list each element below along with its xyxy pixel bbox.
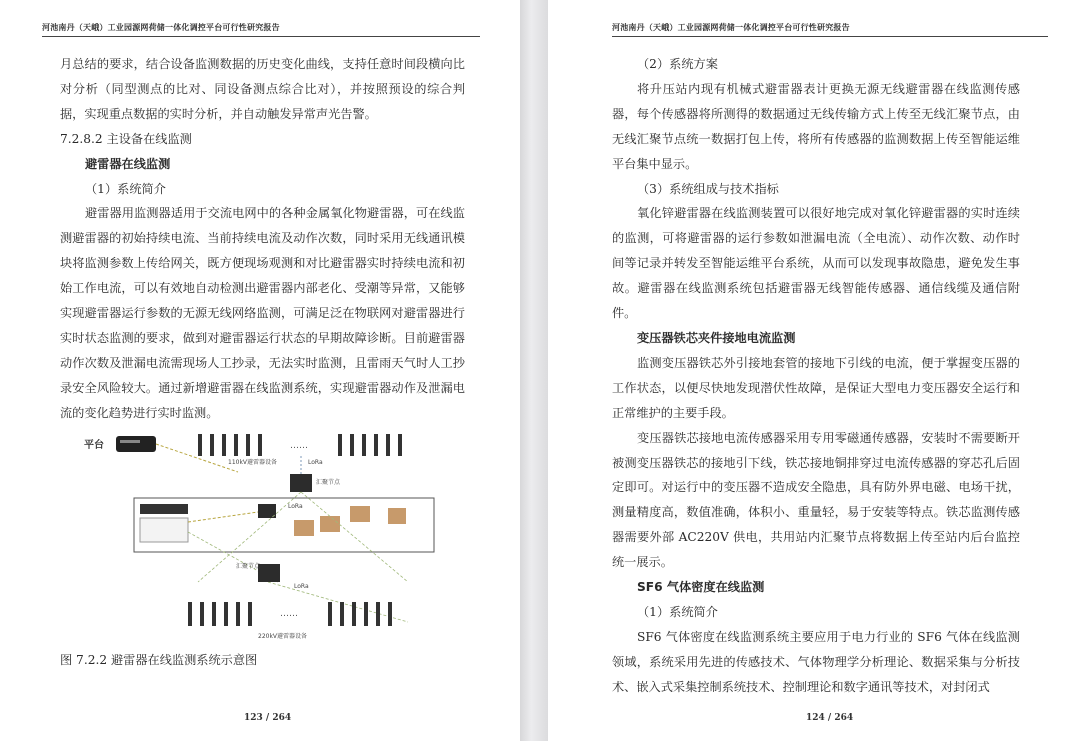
- station-control-box: [134, 498, 434, 552]
- figure-caption: 图 7.2.2 避雷器在线监测系统示意图: [60, 652, 258, 667]
- lora-label-mid: LoRa: [288, 502, 303, 510]
- header-rule: [612, 36, 1048, 37]
- lora-label-bottom: LoRa: [294, 582, 309, 590]
- paragraph-body: 避雷器用监测器适用于交流电网中的各种金属氧化物避雷器，可在线监测避雷器的初始持续电流、当前持续电流及动作次数，同时采用无线通讯模块将监测参数上传给网关，既方便现场观测和对比避雷器实时持续电流和初始工作电流，可以有效地自动检测出避雷器内部老化、受潮等异常，又能够实现避雷器运行参数的无源无线网络监测，可满足泛在物联网对避雷器进行实时状态监测的要求，做到对避雷器运行状态的早期故障诊断。目前避雷器动作次数及泄漏电流需现场人工抄录，无法实时监测，且雷雨天气时人工抄录安全风险较大。通过新增避雷器在线监测系统，实现避雷器动作及泄漏电流的变化趋势进行实时监测。: [60, 206, 465, 420]
- item-system-composition: （3）系统组成与技术指标: [637, 181, 779, 196]
- paragraph-composition: 氧化锌避雷器在线监测装置可以很好地完成对氧化锌避雷器的实时连续的监测，可将避雷器的运行参数如泄漏电流（全电流）、动作次数、动作时间等记录并转发至智能运维平台系统，从而可以发现事故隐患，避免发生事故。避雷器在线监测系统包括避雷器无线智能传感器、通信线缆及通信附件。: [612, 206, 1020, 321]
- page-gutter: [520, 0, 548, 741]
- subsection-title: 避雷器在线监测: [85, 156, 171, 171]
- heading-transformer-core-current: 变压器铁芯夹件接地电流监测: [637, 330, 796, 345]
- section-title: 7.2.8.2 主设备在线监测: [60, 131, 192, 146]
- document-page-left: [0, 0, 520, 741]
- item-sf6-intro: （1）系统简介: [637, 604, 718, 619]
- top-arrester-row: [198, 434, 402, 466]
- page-header: 河池南丹（天峨）工业园源网荷储一体化调控平台可行性研究报告: [42, 23, 280, 32]
- paragraph-transformer-1: 监测变压器铁芯外引接地套管的接地下引线的电流，便于掌握变压器的工作状态，以便尽快地发现潜伏性故障，是保证大型电力变压器安全运行和正常维护的主要手段。: [612, 355, 1020, 420]
- document-page-right: [548, 0, 1080, 741]
- paragraph-scheme: 将升压站内现有机械式避雷器表计更换无源无线避雷器在线监测传感器，每个传感器将所测得的数据通过无线传输方式上传至无线汇聚节点，由无线汇聚节点统一数据打包上传，将所有传感器的监测数据上传至智能运维平台集中显示。: [612, 81, 1020, 171]
- lora-label-top: LoRa: [308, 458, 323, 466]
- page-body: [60, 52, 465, 673]
- figure-arrester-monitoring-diagram: [78, 432, 498, 644]
- paragraph-intro: 月总结的要求，结合设备监测数据的历史变化曲线，支持任意时间段横向比对分析（同型测点的比对、同设备测点综合比对），并按照预设的综合判据，实现重点数据的实时分析，并自动触发异常声光告警。: [60, 57, 465, 121]
- item-system-intro: （1）系统简介: [85, 181, 166, 196]
- bottom-node-label: 汇聚节点: [236, 562, 261, 570]
- paragraph-transformer-2: 变压器铁芯接地电流传感器采用专用零磁通传感器，安装时不需要断开被测变压器铁芯的接地引下线，铁芯接地铜排穿过电流传感器的穿芯孔后固定即可。对运行中的变压器不造成安全隐患，具有防外界电磁、电场干扰，测量精度高，数值准确，体积小、重量轻，易于安装等特点。铁芯监测传感器需要外部 AC220V 供电，共用站内汇聚节点将数据上传至站内后台监控统一展示。: [612, 430, 1020, 570]
- ellipsis-bottom: ……: [280, 608, 298, 619]
- bottom-aggregation-node: [236, 562, 309, 590]
- paragraph-sf6: SF6 气体密度在线监测系统主要应用于电力行业的 SF6 气体在线监测领域，系统采用先进的传感技术、气体物理学分析理论、数据采集与分析技术、嵌入式采集控制系统技术、控制理论和数字通讯等技术，对封闭式: [612, 629, 1020, 694]
- bottom-bus-label: 220kV避雷器设备: [258, 632, 308, 640]
- bottom-arrester-row: [188, 602, 392, 640]
- platform-label: 平台: [84, 439, 104, 451]
- top-node-label: 汇聚节点: [316, 478, 341, 486]
- header-rule: [42, 36, 480, 37]
- platform-block: [84, 436, 238, 472]
- platform-server-icon: [116, 436, 156, 452]
- wireless-links: [188, 492, 408, 622]
- top-bus-label: 110kV避雷器设备: [228, 458, 278, 466]
- ellipsis-top: ……: [290, 440, 308, 451]
- page-header: 河池南丹（天峨）工业园源网荷储一体化调控平台可行性研究报告: [612, 23, 850, 32]
- page-body: [612, 52, 1020, 700]
- heading-sf6-density: SF6 气体密度在线监测: [637, 580, 765, 595]
- page-number-right: 124 / 264: [806, 713, 854, 723]
- item-system-scheme: （2）系统方案: [637, 57, 718, 71]
- page-number-left: 123 / 264: [244, 713, 292, 723]
